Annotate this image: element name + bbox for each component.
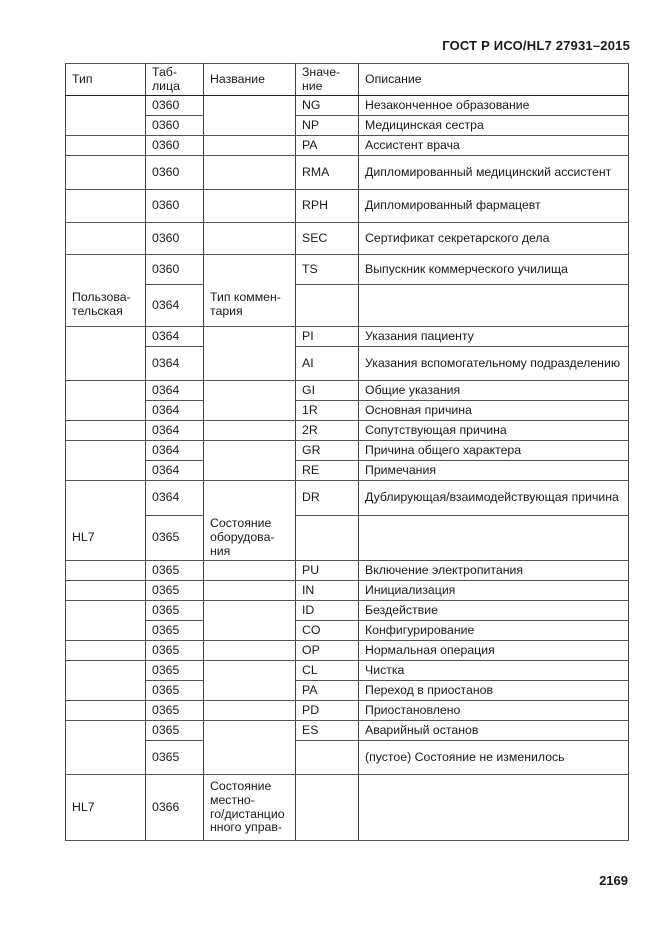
cell-value: OP [296,641,359,661]
cell-table: 0360 [146,255,204,285]
cell-desc: Нормальная операция [359,641,629,661]
cell-table: 0364 [146,461,204,481]
cell-desc: Инициализация [359,581,629,601]
cell-value: RE [296,461,359,481]
cell-name [204,621,296,641]
table-row [66,601,629,621]
cell-table: 0360 [146,136,204,156]
column-header-description: Описание [359,64,629,96]
cell-desc [359,516,629,561]
cell-value: CL [296,661,359,681]
document-standard-header: ГОСТ Р ИСО/HL7 27931–2015 [442,38,630,53]
cell-name [204,401,296,421]
cell-name [204,421,296,441]
cell-value: PI [296,327,359,347]
table-row [66,255,629,285]
cell-name [204,116,296,136]
cell-desc: Ассистент врача [359,136,629,156]
table-row [66,661,629,681]
cell-type [66,641,146,661]
cell-name [204,641,296,661]
cell-type [66,601,146,621]
cell-desc: Переход в приостанов [359,681,629,701]
cell-desc [359,285,629,327]
cell-desc: Медицинская сестра [359,116,629,136]
cell-value: GI [296,381,359,401]
cell-type [66,561,146,581]
cell-value: ID [296,601,359,621]
cell-table: 0365 [146,681,204,701]
cell-desc: Чистка [359,661,629,681]
cell-desc: Указания пациенту [359,327,629,347]
cell-table: 0365 [146,721,204,741]
table-row [66,285,629,327]
cell-table: 0365 [146,581,204,601]
cell-name [204,481,296,516]
cell-value [296,285,359,327]
cell-type [66,156,146,190]
code-table [65,63,629,841]
cell-desc: Аварийный останов [359,721,629,741]
cell-desc: Конфигурирование [359,621,629,641]
table-row [66,401,629,421]
cell-table: 0360 [146,116,204,136]
cell-value: DR [296,481,359,516]
table-row [66,441,629,461]
cell-value: NP [296,116,359,136]
cell-type [66,255,146,285]
table-row [66,156,629,190]
table-row [66,116,629,136]
cell-type [66,136,146,156]
table-row [66,721,629,741]
cell-name: Тип коммен- тария [204,285,296,327]
cell-table: 0365 [146,561,204,581]
cell-type [66,421,146,441]
cell-desc: Бездействие [359,601,629,621]
cell-type [66,681,146,701]
column-header-type: Тип [66,64,146,96]
cell-desc: Дипломированный фармацевт [359,190,629,223]
cell-name [204,441,296,461]
table-row [66,381,629,401]
cell-name [204,661,296,681]
table-row [66,621,629,641]
cell-value: CO [296,621,359,641]
cell-type [66,96,146,116]
cell-value: RPH [296,190,359,223]
cell-type [66,461,146,481]
table-row [66,136,629,156]
cell-table: 0365 [146,621,204,641]
cell-value: GR [296,441,359,461]
cell-name [204,190,296,223]
cell-value: SEC [296,223,359,255]
table-row [66,96,629,116]
cell-table: 0366 [146,775,204,841]
table-row [66,461,629,481]
cell-value: 1R [296,401,359,421]
cell-desc: Сопутствующая причина [359,421,629,441]
cell-name [204,347,296,381]
table-row [66,581,629,601]
cell-desc [359,775,629,841]
cell-name [204,381,296,401]
cell-type: HL7 [66,516,146,561]
column-header-name: Название [204,64,296,96]
cell-value: IN [296,581,359,601]
column-header-table: Таб- лица [146,64,204,96]
cell-desc: Дипломированный медицинский ассистент [359,156,629,190]
cell-table: 0360 [146,156,204,190]
cell-value: PA [296,136,359,156]
cell-table: 0365 [146,741,204,775]
table-row [66,701,629,721]
cell-name [204,461,296,481]
cell-type [66,581,146,601]
cell-desc: Выпускник коммерческого училища [359,255,629,285]
cell-desc: Дублирующая/взаимодействующая причина [359,481,629,516]
cell-desc: Основная причина [359,401,629,421]
cell-value: AI [296,347,359,381]
cell-name [204,721,296,741]
cell-type [66,116,146,136]
cell-table: 0360 [146,223,204,255]
cell-name: Состояние местно- го/дистанцио нного управ- [204,775,296,841]
cell-value: NG [296,96,359,116]
cell-type [66,381,146,401]
cell-value: PD [296,701,359,721]
cell-type [66,347,146,381]
table-row [66,775,629,841]
cell-desc: (пустое) Состояние не изменилось [359,741,629,775]
cell-type [66,621,146,641]
cell-value: 2R [296,421,359,441]
cell-desc: Приостановлено [359,701,629,721]
cell-value: ES [296,721,359,741]
cell-desc: Примечания [359,461,629,481]
cell-type [66,223,146,255]
cell-type [66,701,146,721]
cell-value [296,775,359,841]
cell-desc: Включение электропитания [359,561,629,581]
cell-type [66,441,146,461]
cell-type: Пользова- тельская [66,285,146,327]
table-row [66,641,629,661]
cell-type [66,327,146,347]
table-row [66,223,629,255]
column-header-value: Значе- ние [296,64,359,96]
cell-table: 0364 [146,481,204,516]
table-row [66,421,629,441]
table-row [66,681,629,701]
cell-value: TS [296,255,359,285]
cell-name [204,581,296,601]
cell-table: 0365 [146,661,204,681]
cell-name: Состояние оборудова- ния [204,516,296,561]
cell-table: 0364 [146,347,204,381]
cell-table: 0365 [146,641,204,661]
cell-name [204,255,296,285]
cell-value: PU [296,561,359,581]
cell-table: 0364 [146,401,204,421]
table-row [66,561,629,581]
cell-name [204,741,296,775]
table-row [66,516,629,561]
cell-name [204,327,296,347]
cell-table: 0364 [146,285,204,327]
cell-type [66,741,146,775]
cell-type [66,190,146,223]
cell-type [66,661,146,681]
cell-name [204,601,296,621]
cell-desc: Общие указания [359,381,629,401]
cell-table: 0360 [146,190,204,223]
cell-type [66,401,146,421]
cell-name [204,136,296,156]
cell-value [296,516,359,561]
cell-table: 0365 [146,601,204,621]
table-header-row [66,64,629,96]
cell-value: RMA [296,156,359,190]
cell-type: HL7 [66,775,146,841]
cell-table: 0364 [146,327,204,347]
cell-desc: Причина общего характера [359,441,629,461]
page-number: 2169 [599,873,628,888]
cell-name [204,681,296,701]
cell-value [296,741,359,775]
cell-desc: Сертификат секретарского дела [359,223,629,255]
table-row [66,481,629,516]
cell-type [66,481,146,516]
table-row [66,190,629,223]
cell-table: 0364 [146,381,204,401]
cell-table: 0364 [146,421,204,441]
table-row [66,347,629,381]
cell-desc: Незаконченное образование [359,96,629,116]
cell-name [204,223,296,255]
cell-value: PA [296,681,359,701]
cell-name [204,701,296,721]
table-row [66,741,629,775]
cell-table: 0360 [146,96,204,116]
table-row [66,327,629,347]
cell-name [204,156,296,190]
cell-type [66,721,146,741]
cell-name [204,96,296,116]
cell-table: 0365 [146,516,204,561]
cell-table: 0365 [146,701,204,721]
cell-table: 0364 [146,441,204,461]
cell-desc: Указания вспомогательному подразделению [359,347,629,381]
cell-name [204,561,296,581]
